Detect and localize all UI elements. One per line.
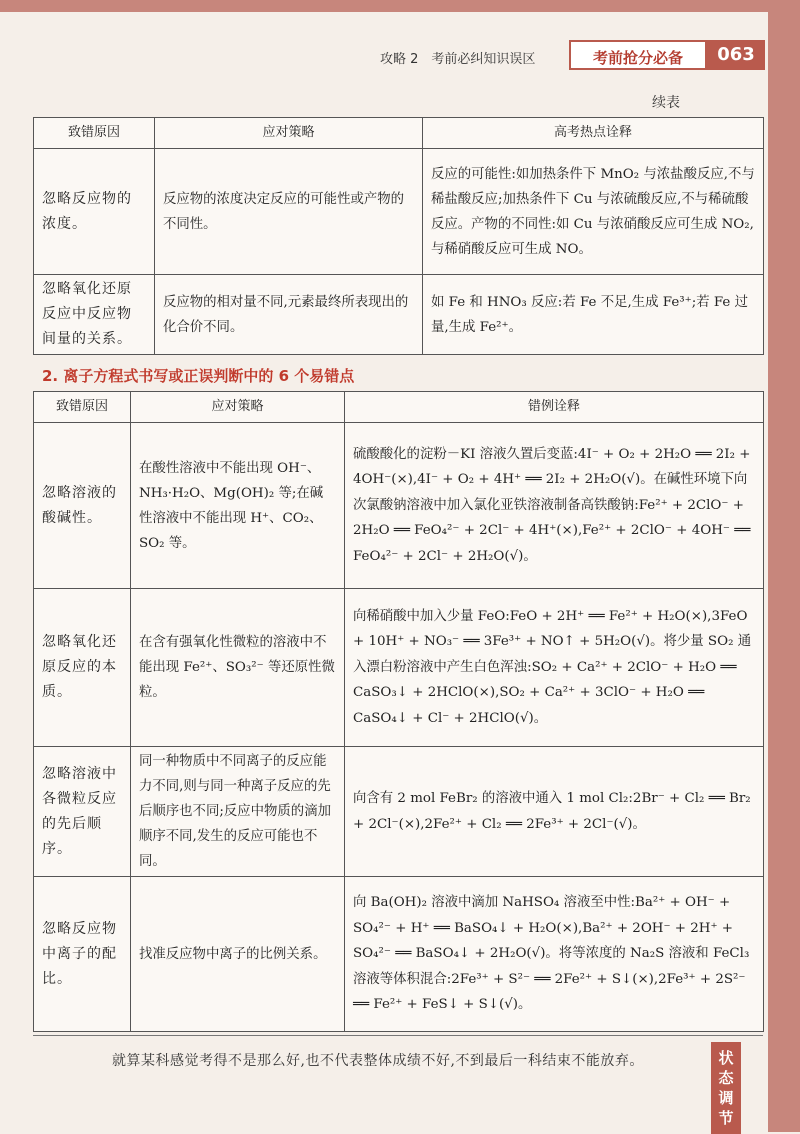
table-row: [34, 423, 764, 589]
column-header: 应对策略: [155, 118, 423, 149]
cause-cell: 忽略反应物的浓度。: [34, 149, 155, 275]
header-badge: [569, 40, 707, 70]
cause-cell: 忽略溶液的酸碱性。: [34, 423, 131, 589]
column-header: 应对策略: [131, 392, 345, 423]
cause-cell: 忽略氧化还原反应的本质。: [34, 589, 131, 747]
table-header-row: [34, 118, 764, 149]
strategy-cell: 反应物的浓度决定反应的可能性或产物的不同性。: [155, 149, 423, 275]
strategy-cell: 在含有强氧化性微粒的溶液中不能出现 Fe²⁺、SO₃²⁻ 等还原性微粒。: [131, 589, 345, 747]
cause-cell: 忽略溶液中各微粒反应的先后顺序。: [34, 747, 131, 877]
cause-cell: 忽略氧化还原反应中反应物间量的关系。: [34, 275, 155, 355]
explanation-cell: 如 Fe 和 HNO₃ 反应:若 Fe 不足,生成 Fe³⁺;若 Fe 过量,生成 Fe²⁺。: [423, 275, 764, 355]
continued-label: 续表: [652, 95, 680, 111]
strategy-cell: 找准反应物中离子的比例关系。: [131, 877, 345, 1032]
column-header: 错例诠释: [345, 392, 764, 423]
explanation-cell: 向稀硝酸中加入少量 FeO:FeO + 2H⁺ ══ Fe²⁺ + H₂O(×),3FeO + 10H⁺ + NO₃⁻ ══ 3Fe³⁺ + NO↑ + 5H₂O(√)。将少量 SO₂ 通入漂白粉溶液中产生白色浑浊:SO₂ + Ca²⁺ + 2ClO⁻ + H₂O ══ CaSO₃↓ + 2HClO(×),SO₂ + Ca²⁺ + 3ClO⁻ + H₂O ══ CaSO₄↓ + Cl⁻ + 2HClO(√)。: [345, 589, 764, 747]
section-title: 2. 离子方程式书写或正误判断中的 6 个易错点: [42, 367, 355, 385]
strategy-cell: 在酸性溶液中不能出现 OH⁻、NH₃·H₂O、Mg(OH)₂ 等;在碱性溶液中不能出现 H⁺、CO₂、SO₂ 等。: [131, 423, 345, 589]
table-2: [33, 391, 764, 1032]
header-section: 攻略 2 考前必纠知识误区: [380, 52, 536, 67]
explanation-cell: 向 Ba(OH)₂ 溶液中滴加 NaHSO₄ 溶液至中性:Ba²⁺ + OH⁻ + SO₄²⁻ + H⁺ ══ BaSO₄↓ + H₂O(×),Ba²⁺ + 2OH⁻ + 2H⁺ + SO₄²⁻ ══ BaSO₄↓ + 2H₂O(√)。将等浓度的 Na₂S 溶液和 FeCl₃ 溶液等体积混合:2Fe³⁺ + S²⁻ ══ 2Fe²⁺ + S↓(×),2Fe³⁺ + 2S²⁻ ══ Fe²⁺ + FeS↓ + S↓(√)。: [345, 877, 764, 1032]
table-row: [34, 275, 764, 355]
footer-tip: 就算某科感觉考得不是那么好,也不代表整体成绩不好,不到最后一科结束不能放弃。: [112, 1053, 644, 1069]
column-header: 致错原因: [34, 392, 131, 423]
cause-cell: 忽略反应物中离子的配比。: [34, 877, 131, 1032]
column-header: 致错原因: [34, 118, 155, 149]
column-header: 高考热点诠释: [423, 118, 764, 149]
side-decor-band: [768, 0, 800, 1132]
table-row: [34, 747, 764, 877]
table-row: [34, 149, 764, 275]
top-decor-band: [0, 0, 800, 12]
table-1: [33, 117, 764, 355]
strategy-cell: 同一种物质中不同离子的反应能力不同,则与同一种离子反应的先后顺序也不同;反应中物质的滴加顺序不同,发生的反应可能也不同。: [131, 747, 345, 877]
strategy-cell: 反应物的相对量不同,元素最终所表现出的化合价不同。: [155, 275, 423, 355]
side-label: 状 态 调 节: [711, 1042, 741, 1134]
explanation-cell: 反应的可能性:如加热条件下 MnO₂ 与浓盐酸反应,不与稀盐酸反应;加热条件下 Cu 与浓硫酸反应,不与稀硫酸反应。产物的不同性:如 Cu 与浓硝酸反应可生成 NO₂,与稀硝酸反应可生成 NO。: [423, 149, 764, 275]
table-row: [34, 877, 764, 1032]
footer-divider: [33, 1035, 763, 1036]
table-header-row: [34, 392, 764, 423]
page-number: 063: [707, 40, 765, 70]
table-row: [34, 589, 764, 747]
explanation-cell: 向含有 2 mol FeBr₂ 的溶液中通入 1 mol Cl₂:2Br⁻ + Cl₂ ══ Br₂ + 2Cl⁻(×),2Fe²⁺ + Cl₂ ══ 2Fe³⁺ + 2Cl⁻(√)。: [345, 747, 764, 877]
header-badge-label: 考前抢分必备: [593, 49, 684, 67]
explanation-cell: 硫酸酸化的淀粉－KI 溶液久置后变蓝:4I⁻ + O₂ + 2H₂O ══ 2I₂ + 4OH⁻(×),4I⁻ + O₂ + 4H⁺ ══ 2I₂ + 2H₂O(√)。在碱性环境下向次氯酸钠溶液中加入氯化亚铁溶液制备高铁酸钠:Fe²⁺ + 2ClO⁻ + 2H₂O ══ FeO₄²⁻ + 2Cl⁻ + 4H⁺(×),Fe²⁺ + 2ClO⁻ + 4OH⁻ ══ FeO₄²⁻ + 2Cl⁻ + 2H₂O(√)。: [345, 423, 764, 589]
